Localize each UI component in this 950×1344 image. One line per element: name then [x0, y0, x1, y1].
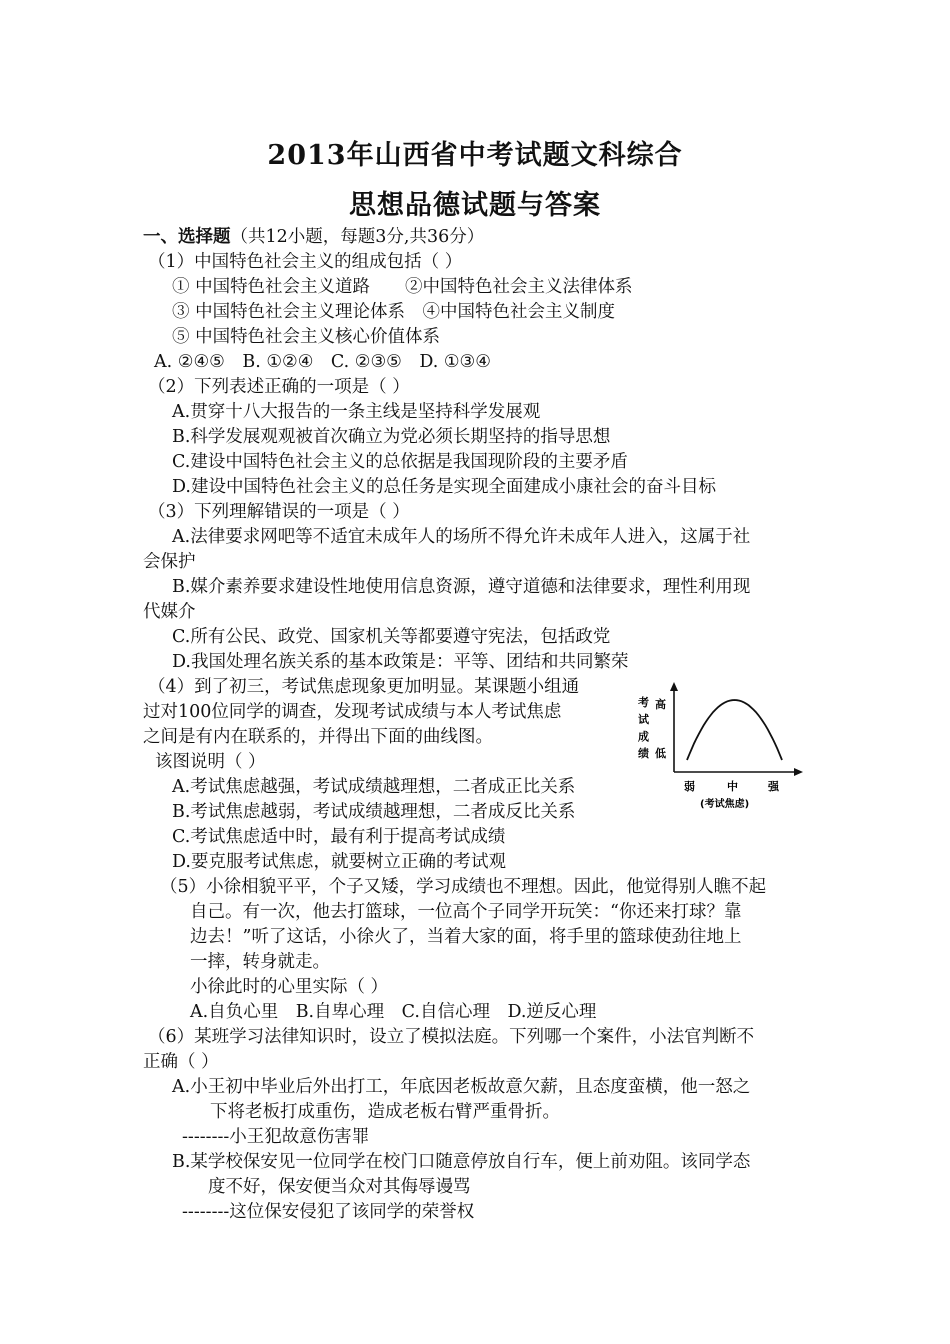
q6-option-a: A.小王初中毕业后外出打工，年底因老板故意欠薪，且态度蛮横，他一怒之: [172, 1077, 751, 1097]
q1-item: ⑤ 中国特色社会主义核心价值体系: [172, 327, 441, 347]
q6-option-b: B.某学校保安见一位同学在校门口随意停放自行车，便上前劝阻。该同学态: [172, 1152, 751, 1172]
chart-ylabel-char: 考: [638, 696, 649, 709]
q4-question: 该图说明（ ）: [155, 752, 266, 772]
chart-x-arrow: [794, 768, 803, 776]
chart-ylabel-char: 成: [638, 730, 649, 743]
section-heading-label: 一、选择题: [143, 227, 231, 247]
chart-xlabel: (考试焦虑): [700, 799, 750, 810]
q2-option-a: A.贯穿十八大报告的一条主线是坚持科学发展观: [172, 402, 541, 422]
q4-option-c: C.考试焦虑适中时，最有利于提高考试成绩: [172, 827, 506, 847]
chart-curve: [687, 700, 782, 760]
q2-stem: （2）下列表述正确的一项是（ ）: [148, 377, 410, 397]
q5-stem: （5）小徐相貌平平，个子又矮，学习成绩也不理想。因此，他觉得别人瞧不起: [160, 877, 767, 897]
q1-stem: （1）中国特色社会主义的组成包括（ ）: [148, 252, 463, 272]
chart-xtick-weak: 弱: [684, 780, 695, 793]
q1-item: ③ 中国特色社会主义理论体系 ④中国特色社会主义制度: [172, 302, 616, 322]
q5-stem-cont: 边去！”听了这话，小徐火了，当着大家的面，将手里的篮球使劲往地上: [190, 927, 742, 947]
q2-option-b: B.科学发展观观被首次确立为党必须长期坚持的指导思想: [172, 427, 611, 447]
q5-stem-cont: 一摔，转身就走。: [190, 952, 330, 972]
q6-option-b-cont: 度不好，保安便当众对其侮辱谩骂: [208, 1177, 471, 1197]
q6-option-a-cont: 下将老板打成重伤，造成老板右臂严重骨折。: [210, 1102, 560, 1122]
chart-xtick-mid: 中: [727, 780, 738, 793]
q4-stem-cont: 过对100位同学的调查，发现考试成绩与本人考试焦虑: [143, 702, 562, 722]
chart-ytick-high: 高: [655, 698, 666, 711]
q3-option-c: C.所有公民、政党、国家机关等都要遵守宪法，包括政党: [172, 627, 611, 647]
q4-stem: （4）到了初三，考试焦虑现象更加明显。某课题小组通: [148, 677, 580, 697]
document-subtitle: 思想品德试题与答案: [349, 190, 601, 221]
section-heading-note: （共12小题，每题3分,共36分）: [230, 227, 485, 247]
anxiety-score-chart: [632, 676, 812, 816]
q1-item: ① 中国特色社会主义道路 ②中国特色社会主义法律体系: [172, 277, 633, 297]
q1-options: A. ②④⑤ B. ①②④ C. ②③⑤ D. ①③④: [154, 352, 491, 372]
q3-option-b: B.媒介素养要求建设性地使用信息资源，遵守道德和法律要求，理性利用现: [172, 577, 751, 597]
chart-ylabel-char: 试: [638, 713, 649, 726]
chart-ytick-low: 低: [655, 747, 666, 760]
q3-stem: （3）下列理解错误的一项是（ ）: [148, 502, 410, 522]
q3-option-a-cont: 会保护: [143, 552, 196, 572]
document-title: 2013年山西省中考试题文科综合: [267, 140, 683, 171]
q4-stem-cont: 之间是有内在联系的，并得出下面的曲线图。: [143, 727, 493, 747]
q5-question: 小徐此时的心里实际（ ）: [190, 977, 389, 997]
q3-option-b-cont: 代媒介: [143, 602, 196, 622]
q2-option-d: D.建设中国特色社会主义的总任务是实现全面建成小康社会的奋斗目标: [172, 477, 716, 497]
chart-xtick-strong: 强: [768, 780, 779, 793]
q5-options: A.自负心里 B.自卑心理 C.自信心理 D.逆反心理: [190, 1002, 597, 1022]
q3-option-d: D.我国处理名族关系的基本政策是：平等、团结和共同繁荣: [172, 652, 629, 672]
q6-option-a-verdict: --------小王犯故意伤害罪: [182, 1127, 370, 1147]
q3-option-a: A.法律要求网吧等不适宜未成年人的场所不得允许未成年人进入，这属于社: [172, 527, 751, 547]
chart-ylabel-char: 绩: [638, 747, 649, 760]
q4-option-d: D.要克服考试焦虑，就要树立正确的考试观: [172, 852, 506, 872]
q5-stem-cont: 自己。有一次，他去打篮球，一位高个子同学开玩笑：“你还来打球？靠: [190, 902, 742, 922]
q6-stem-cont: 正确（ ）: [143, 1052, 219, 1072]
q4-option-b: B.考试焦虑越弱，考试成绩越理想，二者成反比关系: [172, 802, 576, 822]
q4-option-a: A.考试焦虑越强，考试成绩越理想，二者成正比关系: [172, 777, 576, 797]
q6-option-b-verdict: --------这位保安侵犯了该同学的荣誉权: [182, 1202, 475, 1222]
q2-option-c: C.建设中国特色社会主义的总依据是我国现阶段的主要矛盾: [172, 452, 628, 472]
q6-stem: （6）某班学习法律知识时，设立了模拟法庭。下列哪一个案件，小法官判断不: [148, 1027, 755, 1047]
chart-y-arrow: [670, 682, 678, 691]
section-heading: [143, 225, 484, 249]
